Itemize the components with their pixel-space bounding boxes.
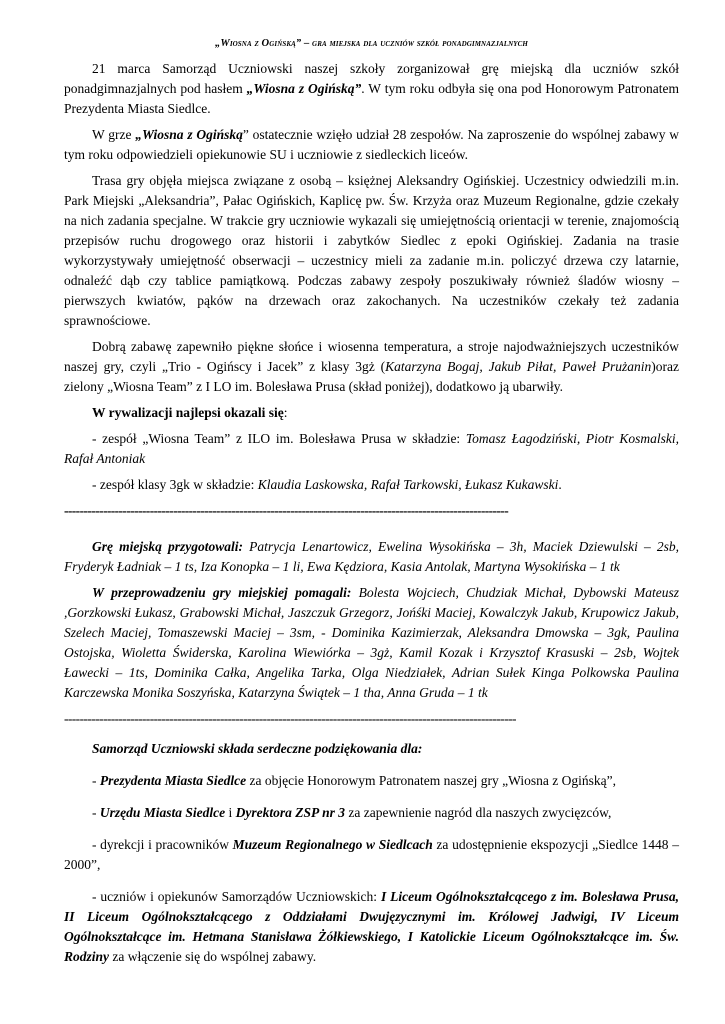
thanks-heading-text: Samorząd Uczniowski składa serdeczne podziękowania dla:	[92, 741, 423, 756]
winner-1-team: - zespół „Wiosna Team” z ILO im. Bolesława Prusa w składzie:	[92, 431, 466, 446]
thanks-1-recipient: Prezydenta Miasta Siedlce	[99, 773, 247, 788]
helpers-label: W przeprowadzeniu gry miejskiej pomagali:	[92, 585, 352, 600]
route-paragraph: Trasa gry objęła miejsca związane z osobą – księżnej Aleksandry Ogińskiej. Uczestnicy odwiedzili m.in. Park Miejski „Aleksandria”, Pałac Ogińskich, Kaplicę pw. Św. Krzyża oraz Muzeum Regionalne, gdzie czekały na nich zadania specjalne. W trakcie gry uczniowie wykazali się umiejętnością orientacji w terenie, znajomością przepisów ruchu drogowego oraz historii i zabytków Siedlec z epoki Ogińskiej. Zadania na trasie wykorzystywały umiejętność obserwacji – uczestnicy mieli za zadanie m.in. policzyć drzewa czy latarnie, odnaleźć dąb czy tablice pamiątkową. Podczas zabawy zespoły poszukiwały również śladów wiosny – pierwszych kwiatów, pąków na drzewach oraz zakochanych. Na uczestników czekały też zadania sprawnościowe.	[64, 173, 679, 328]
winners-heading-colon: :	[283, 405, 288, 420]
thanks-3-intro: - dyrekcji i pracowników	[92, 837, 233, 852]
organizers-label: Grę miejską przygotowali:	[92, 539, 243, 554]
thanks-3-recipient: Muzeum Regionalnego w Siedlcach	[232, 837, 433, 852]
thanks-2-dash: -	[92, 805, 100, 820]
thanks-heading	[64, 739, 679, 759]
thanks-2-recipient-a: Urzędu Miasta Siedlce	[99, 805, 226, 820]
costumes-text-a: Dobrą zabawę zapewniło piękne słońce i wiosenna temperatura, a stroje najodważniejszych uczestników naszej gry, czyli „Trio - Ogińscy i Jacek” z klasy 3gż (	[64, 339, 679, 374]
game-name-emphasis: „Wiosna z Ogińską”	[246, 81, 362, 96]
participants-paragraph	[64, 125, 679, 165]
thanks-item-2	[64, 803, 679, 823]
winner-2-end: .	[558, 477, 562, 492]
organizers-names: Patrycja Lenartowicz, Ewelina Wysokińska – 3h, Maciek Dziewulski – 2sb, Fryderyk Ładniak – 1 ts, Iza Konopka – 1 li, Ewa Kędziora, Kasia Antolak, Martyna Wysokińska – 1 tk	[64, 539, 679, 574]
thanks-2-recipient-b: Dyrektora ZSP nr 3	[235, 805, 346, 820]
thanks-2-and: i	[225, 805, 236, 820]
trio-names: Katarzyna Bogaj, Jakub Piłat, Paweł Prużanin	[385, 359, 652, 374]
helpers-names: Bolesta Wojciech, Chudziak Michał, Dybowski Mateusz ,Gorzkowski Łukasz, Grabowski Michał, Jaszczuk Grzegorz, Jońśki Maciej, Kowalczyk Jakub, Krupowicz Jakub, Szelech Maciej, Tomaszewski Maciej – 3sm, - Dominika Kazimierzak, Aleksandra Dmowska – 3gk, Paulina Ostojska, Wioletta Świderska, Karolina Wiewiórka – 3gż, Kamil Kozak i Krzysztof Krasuski – 2sb, Wojtek Ławecki – 1ts, Dominika Całka, Angelika Tarka, Olga Niedziałek, Adrian Sułek Kinga Polkowska Paulina Karczewska Monika Soszyńska, Katarzyna Świątek – 1 tha, Anna Gruda – 1 tk	[64, 585, 679, 700]
thanks-item-1	[64, 771, 679, 791]
costumes-paragraph	[64, 337, 679, 397]
winner-2-members: Klaudia Laskowska, Rafał Tarkowski, Łukasz Kukawski	[257, 477, 559, 492]
winner-item-1	[64, 429, 679, 469]
thanks-1-dash: -	[92, 773, 100, 788]
separator-line: ------------------------------------------------------------------------------------------------------------------	[64, 503, 509, 518]
organizers-paragraph	[64, 537, 679, 577]
thanks-section	[64, 739, 679, 967]
thanks-1-reason: za objęcie Honorowym Patronatem naszej gry „Wiosna z Ogińską”,	[246, 773, 616, 788]
helpers-paragraph	[64, 583, 679, 703]
thanks-item-4	[64, 887, 679, 967]
thanks-4-reason: za włączenie się do wspólnej zabawy.	[109, 949, 317, 964]
winners-heading	[64, 403, 679, 423]
participants-text-c: ” ostatecznie wzięło udział 28 zespołów. Na zaproszenie do wspólnej zabawy w tym roku odpowiedzieli opiekunowie SU i uczniowie z siedleckich liceów.	[64, 127, 679, 162]
winner-1-members: Tomasz Łagodziński, Piotr Kosmalski, Rafał Antoniak	[64, 431, 679, 466]
page-title: „Wiosna z Ogińską” – gra miejska dla uczniów szkół ponadgimnazjalnych	[215, 38, 528, 49]
intro-text-a: 21 marca Samorząd Uczniowski naszej szkoły zorganizował grę miejską dla uczniów szkół ponadgimnazjalnych pod hasłem	[64, 61, 679, 96]
costumes-text-c: )oraz zielony „Wiosna Team” z I LO im. Bolesława Prusa (skład poniżej), dodatkowo ją ubarwiły.	[64, 359, 679, 394]
separator-line-2: --------------------------------------------------------------------------------------------------------------------	[64, 711, 516, 726]
thanks-3-reason: za udostępnienie ekspozycji „Siedlce 1448 – 2000”,	[64, 837, 679, 872]
winner-2-team: - zespół klasy 3gk w składzie:	[92, 477, 258, 492]
thanks-item-3	[64, 835, 679, 875]
intro-text-c: . W tym roku odbyła się ona pod Honorowym Patronatem Prezydenta Miasta Siedlce.	[64, 81, 679, 116]
game-name-emphasis-2: „Wiosna z Ogińską	[135, 127, 243, 142]
thanks-4-recipients: I Liceum Ogólnokształcącego z im. Bolesława Prusa, II Liceum Ogólnokształcącego z Oddziałami Dwujęzycznymi im. Królowej Jadwigi, IV Liceum Ogólnokształcące im. Hetmana Stanisława Żółkiewskiego, I Katolickie Liceum Ogólnokształcące im. Św. Rodziny	[64, 889, 680, 964]
intro-paragraph	[64, 59, 679, 119]
thanks-2-reason: za zapewnienie nagród dla naszych zwycięzców,	[345, 805, 612, 820]
participants-text-a: W grze	[92, 127, 136, 142]
thanks-4-intro: - uczniów i opiekunów Samorządów Uczniowskich:	[92, 889, 381, 904]
winners-heading-text: W rywalizacji najlepsi okazali się	[92, 405, 284, 420]
winner-item-2	[64, 475, 679, 495]
